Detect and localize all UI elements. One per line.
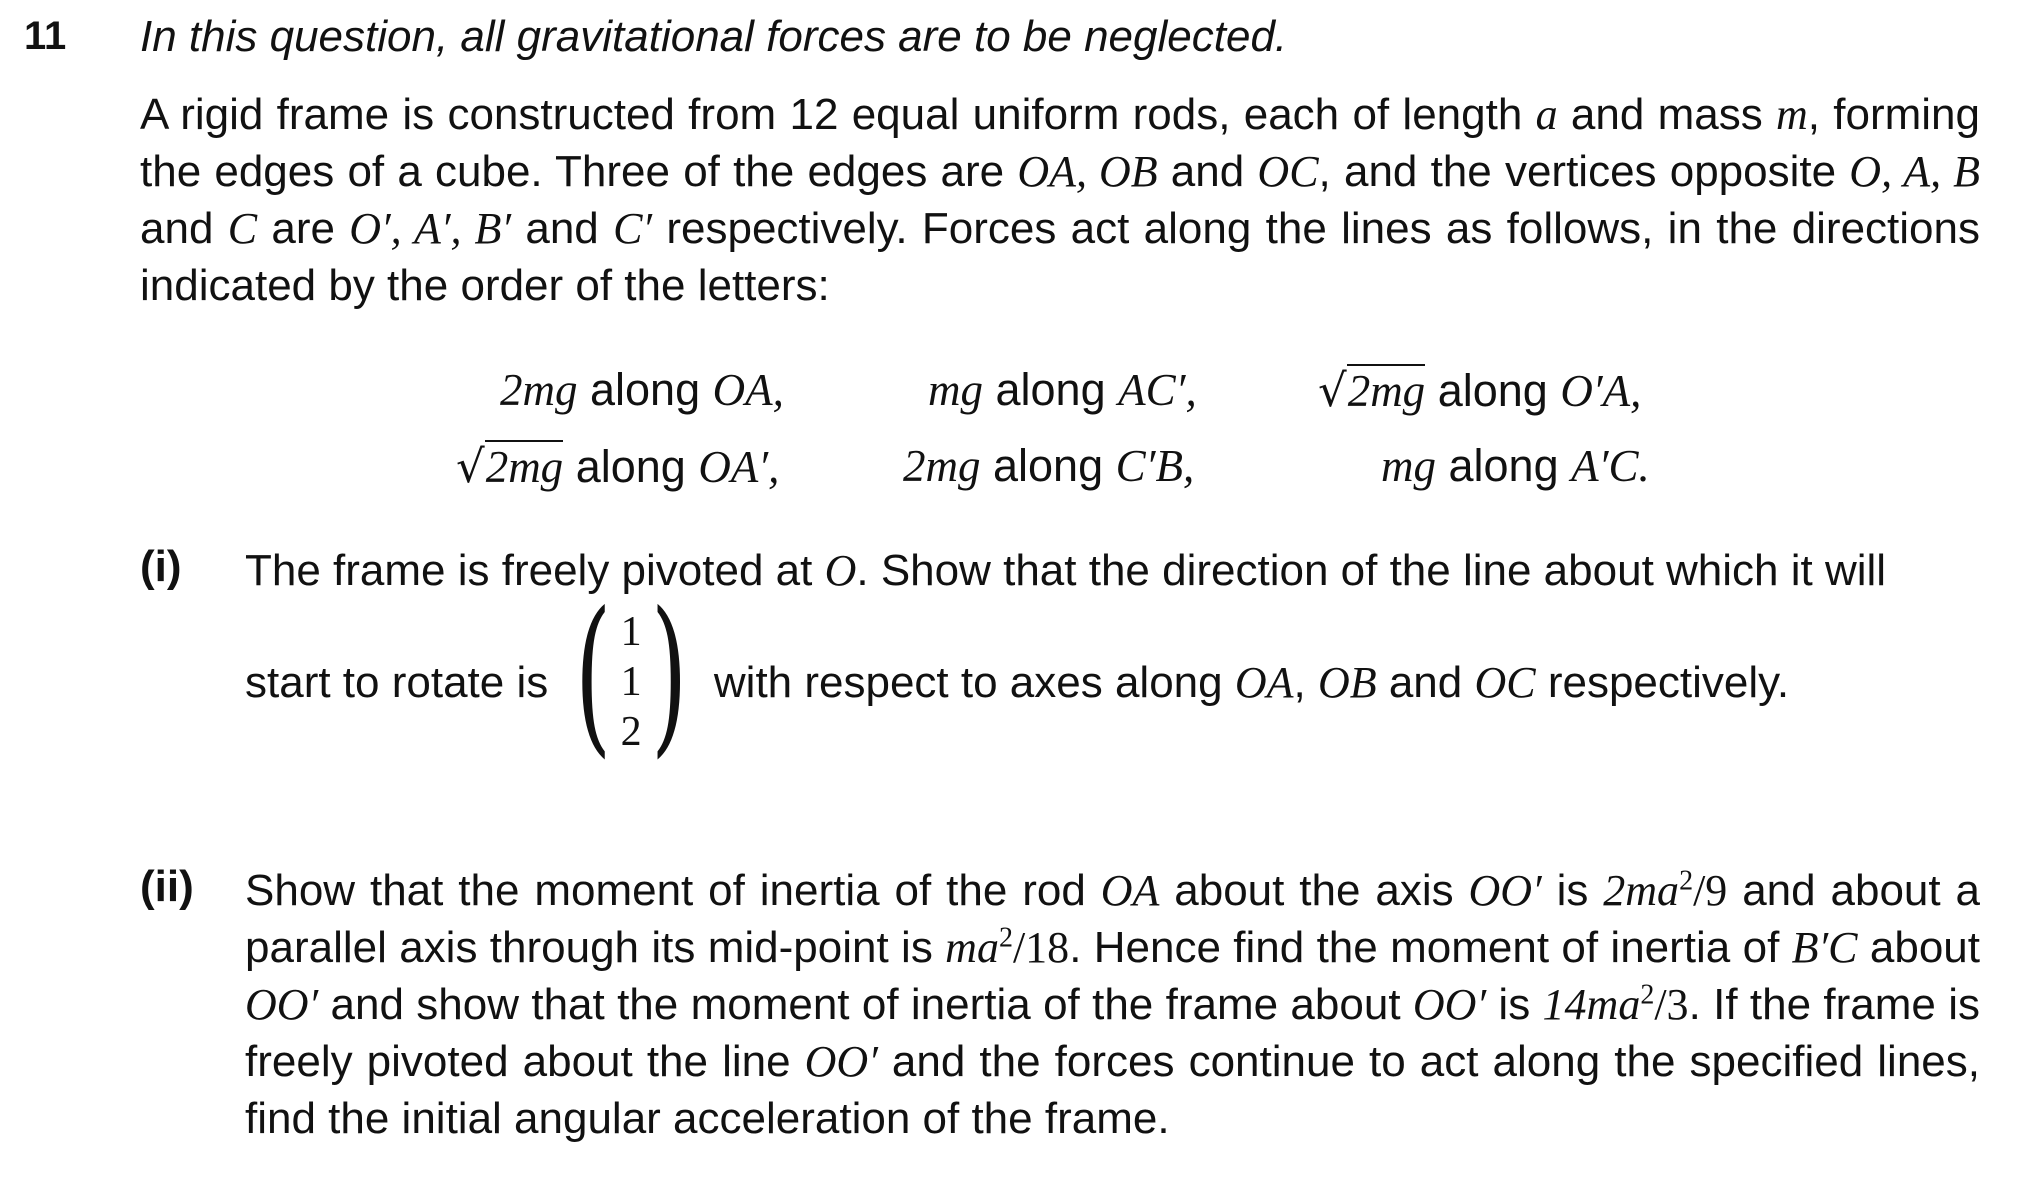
force-item: mg along AC′, [928, 364, 1197, 415]
question-paragraph: A rigid frame is constructed from 12 equal uniform rods, each of length a and mass m, forming the edges of a cube. Three of the edges are OA, OB and OC, and the vertices opposite O, A, B and C are O′, A′, B′ and C′ respectively. Forces act along the lines as follows, in the directions indicated by the order of the letters: [140, 90, 1981, 310]
force-item: √2mg along OA′, [456, 440, 780, 493]
part-ii-label: (ii) [140, 862, 194, 911]
force-item: 2mg along C′B, [903, 440, 1195, 491]
part-i-line2: start to rotate is ( 1 1 2 ) with respect to axes along OA, OB and OC respectively. [245, 576, 1790, 774]
force-item: √2mg along O′A, [1318, 364, 1642, 417]
question-number: 11 [24, 14, 67, 58]
part-i-label: (i) [140, 542, 182, 591]
sqrt-symbol: √ [1318, 364, 1347, 417]
force-item: 2mg along OA, [500, 364, 784, 415]
sqrt-symbol: √ [456, 440, 485, 493]
part-ii-text: Show that the moment of inertia of the rod OA about the axis OO′ is $2ma^2/9$ and about a parallel axis through its mid-point is $ma^2/18$. Hence find the moment of inertia of B′C about OO′ and show that the moment of inertia of the frame about OO′ is $14ma^2/3$. If the frame is freely pivoted about the line OO′ and the forces continue to act along the specified lines, find the initial angular acceleration of the frame. [245, 865, 1981, 1143]
force-item: mg along A′C. [1381, 440, 1650, 491]
rotation-vector: ( 1 1 2 ) [575, 576, 687, 774]
part-i-line1: The frame is freely pivoted at O. Show that the direction of the line about which it will [245, 546, 1887, 595]
question-intro: In this question, all gravitational forces are to be neglected. [140, 12, 1288, 61]
